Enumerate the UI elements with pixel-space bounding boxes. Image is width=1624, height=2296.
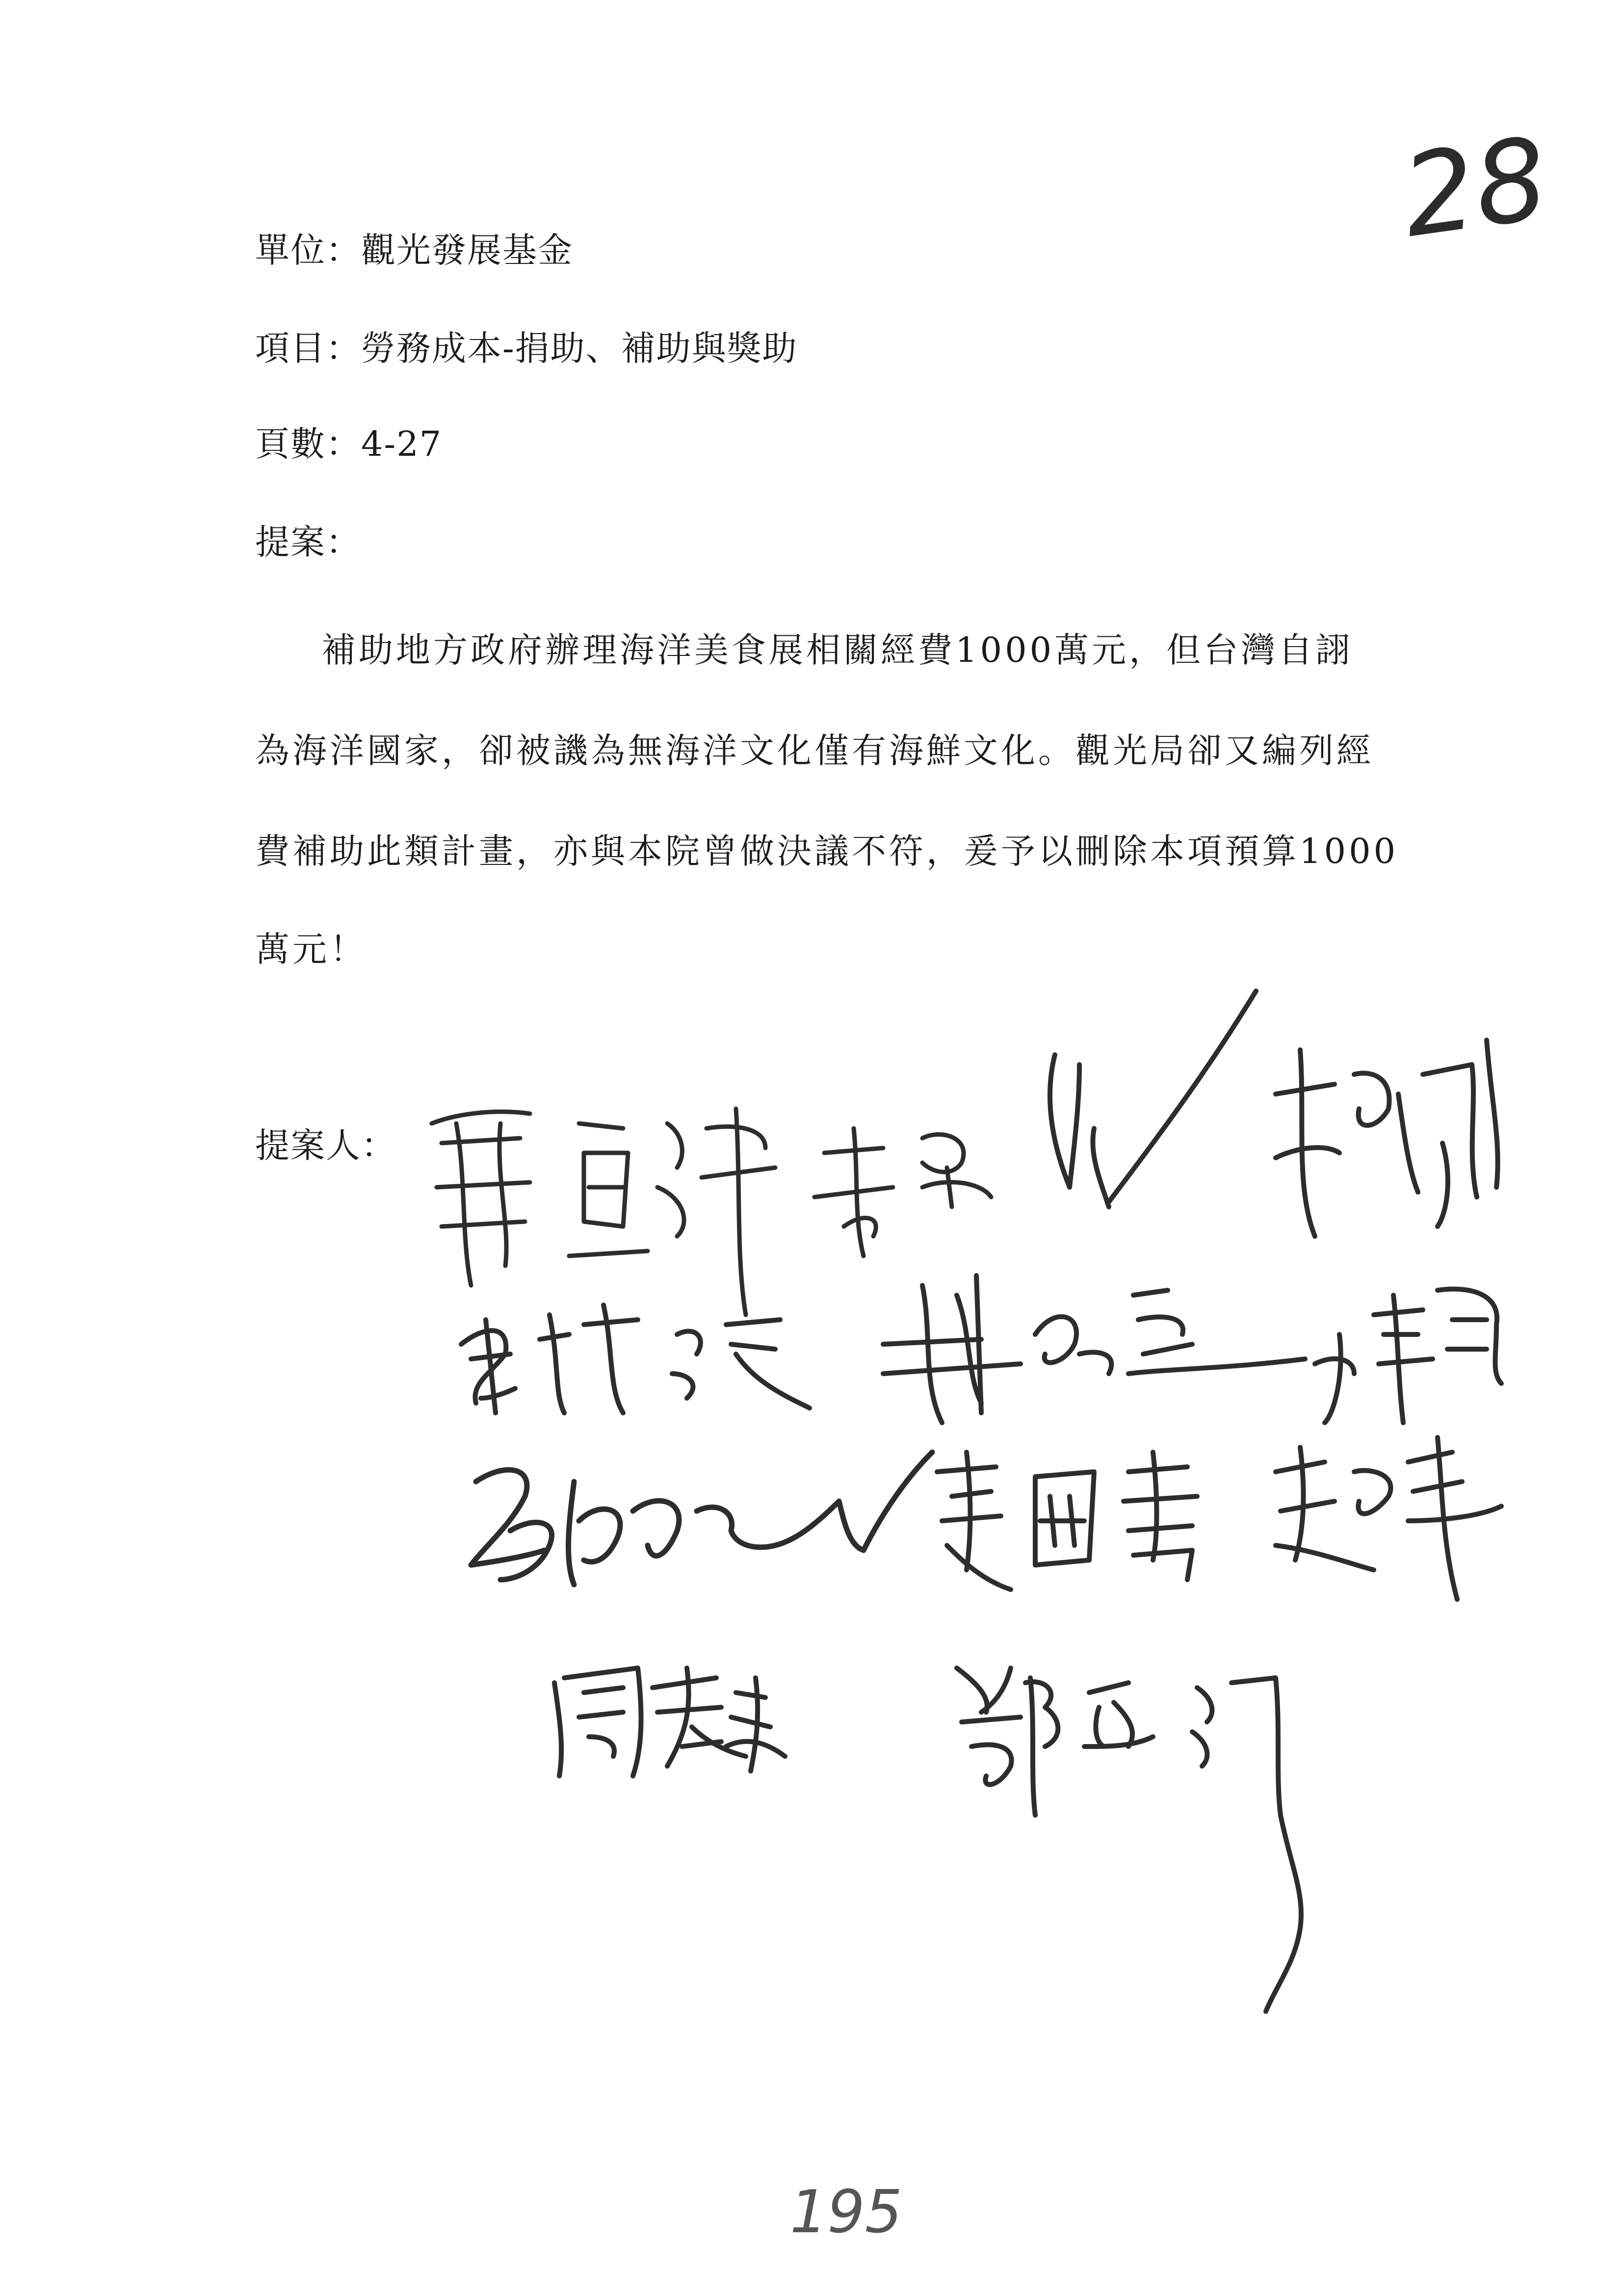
handwritten-footer-number: 195	[790, 2178, 903, 2246]
signature-12	[957, 1668, 1301, 2011]
unit-label: 單位：	[255, 230, 361, 270]
item-value: 勞務成本-捐助、補助與獎助	[361, 328, 798, 368]
signature-1	[432, 1109, 775, 1315]
proposal-body-line-1: 補助地方政府辦理海洋美食展相關經費1000萬元，但台灣自詡	[321, 630, 1353, 670]
signature-8	[471, 1452, 932, 1585]
handwritten-page-mark: 28	[1394, 113, 1555, 263]
unit-value: 觀光發展基金	[361, 230, 573, 270]
signature-2	[814, 1128, 991, 1256]
page-value: 4-27	[361, 424, 443, 464]
proposer-label: 提案人：	[255, 1125, 396, 1166]
signature-4	[1276, 1040, 1498, 1236]
signature-11	[554, 1668, 785, 1776]
proposal-body-line-2: 為海洋國家，卻被譏為無海洋文化僅有海鮮文化。觀光局卻又編列經	[255, 731, 1374, 771]
signature-10	[1276, 1437, 1501, 1599]
signature-9	[937, 1452, 1197, 1590]
proposal-body-line-4: 萬元！	[255, 929, 367, 969]
signature-6	[883, 1276, 1305, 1423]
signature-7	[1315, 1289, 1501, 1423]
signature-5	[461, 1305, 810, 1413]
page-label: 頁數：	[255, 424, 361, 464]
signature-3	[1050, 991, 1256, 1207]
item-label: 項目：	[255, 328, 361, 368]
proposal-heading: 提案：	[255, 522, 361, 562]
proposal-body-line-3: 費補助此類計畫，亦與本院曾做決議不符，爰予以刪除本項預算1000	[255, 831, 1399, 871]
